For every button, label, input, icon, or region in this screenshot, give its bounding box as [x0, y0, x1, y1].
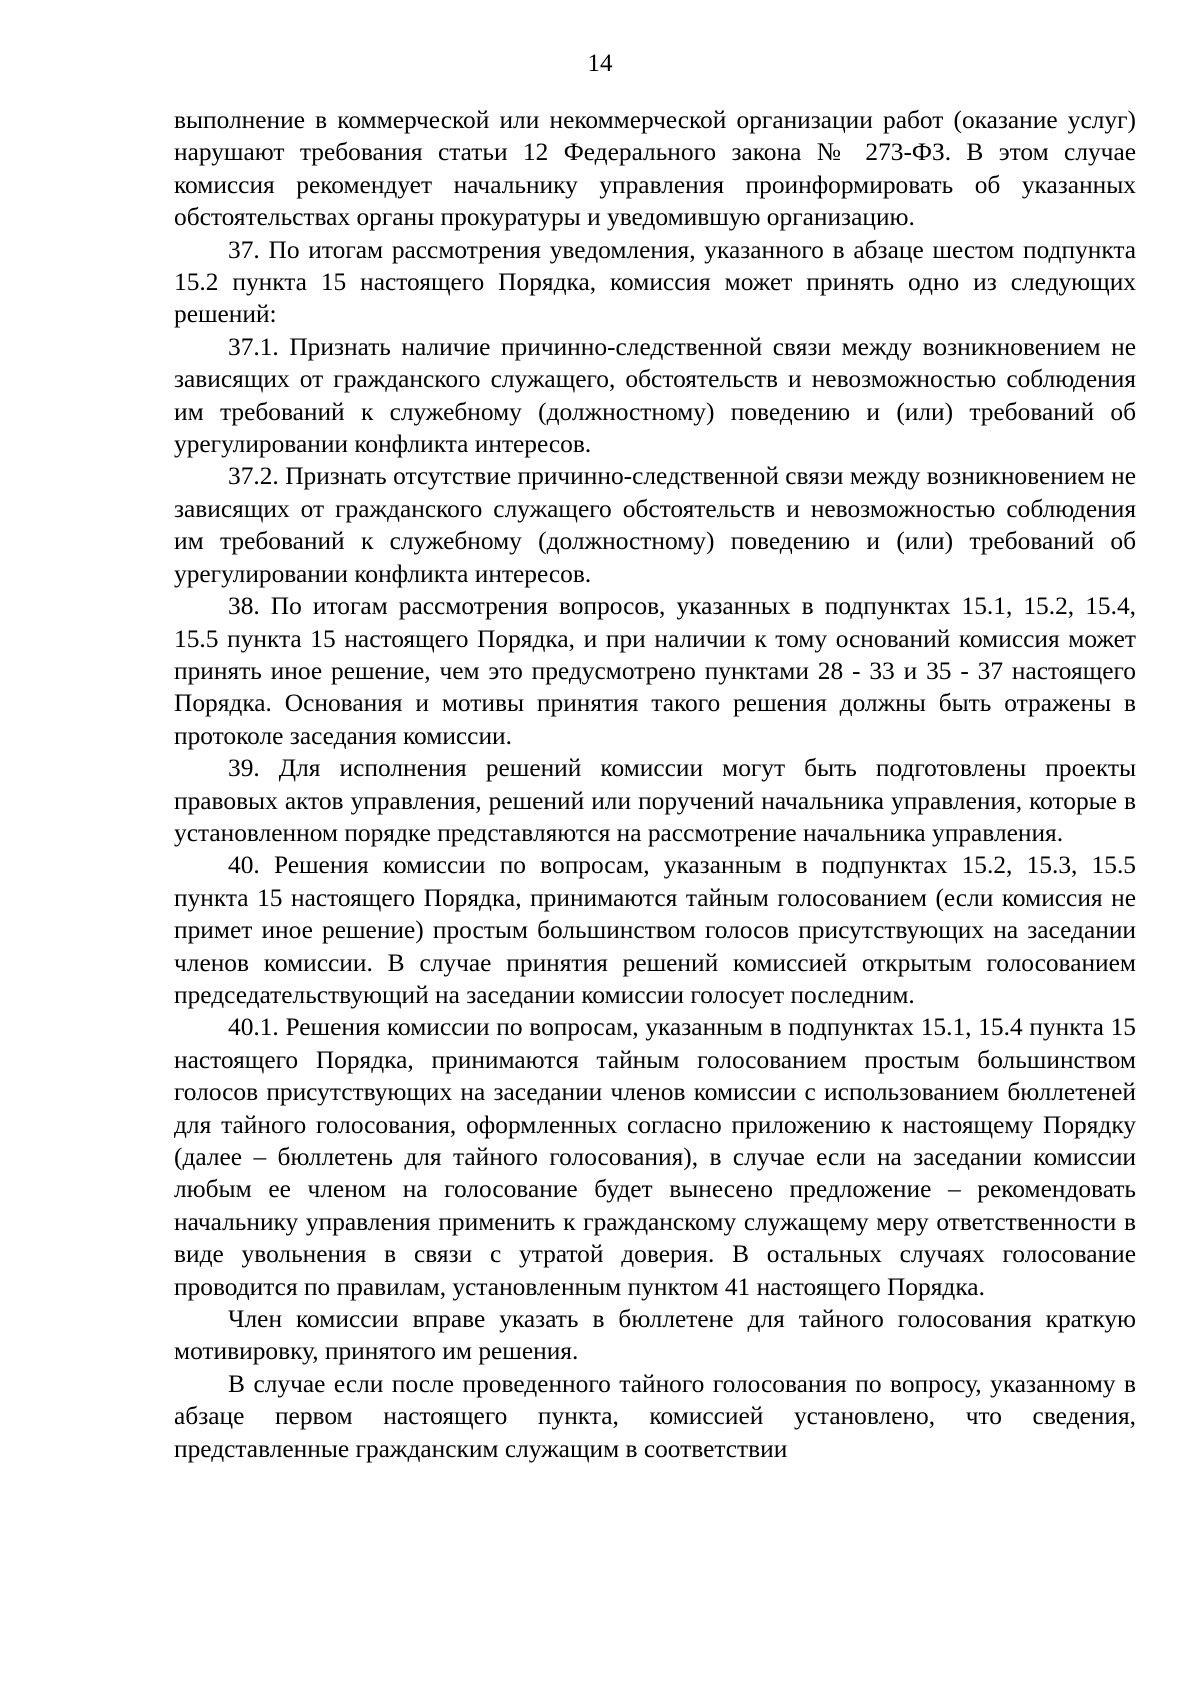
paragraph-37-2: 37.2. Признать отсутствие причинно-следственной связи между возникновением не зависящих от гражданского служащего обстоятельств и невозможностью соблюдения им требований к служебному (должностному) поведению и (или) требований об урегулировании конфликта интересов.	[174, 462, 1136, 588]
paragraph-39: 39. Для исполнения решений комиссии могут быть подготовлены проекты правовых актов управления, решений или поручений начальника управления, которые в установленном порядке представляются на рассмотрение начальника управления.	[174, 754, 1136, 847]
paragraph-37: 37. По итогам рассмотрения уведомления, указанного в абзаце шестом подпункта 15.2 пункта 15 настоящего Порядка, комиссия может принять одно из следующих решений:	[174, 235, 1136, 329]
document-body	[174, 104, 1136, 1465]
paragraph-secret-vote-case: В случае если после проведенного тайного голосования по вопросу, указанному в абзаце первом настоящего пункта, комиссией установлено, что сведения, представленные гражданским служащим в соответствии	[174, 1369, 1136, 1463]
paragraph-38: 38. По итогам рассмотрения вопросов, указанных в подпунктах 15.1, 15.2, 15.4, 15.5 пункта 15 настоящего Порядка, и при наличии к тому оснований комиссия может принять иное решение, чем это предусмотрено пунктами 28 - 33 и 35 - 37 настоящего Порядка. Основания и мотивы принятия такого решения должны быть отражены в протоколе заседания комиссии.	[174, 592, 1136, 750]
paragraph-37-1: 37.1. Признать наличие причинно-следственной связи между возникновением не зависящих от гражданского служащего, обстоятельств и невозможностью соблюдения им требований к служебному (должностному) поведению и (или) требований об урегулировании конфликта интересов.	[174, 332, 1136, 459]
paragraph-continuation: выполнение в коммерческой или некоммерческой организации работ (оказание услуг) нарушают требования статьи 12 Федерального закона № 273-ФЗ. В этом случае комиссия рекомендует начальнику управления проинформировать об указанных обстоятельствах органы прокуратуры и уведомившую организацию.	[174, 106, 1136, 232]
page-number: 14	[587, 50, 613, 77]
paragraph-40-1: 40.1. Решения комиссии по вопросам, указанным в подпунктах 15.1, 15.4 пункта 15 настоящего Порядка, принимаются тайным голосованием простым большинством голосов присутствующих на заседании членов комиссии с использованием бюллетеней для тайного голосования, оформленных согласно приложению к настоящему Порядку (далее – бюллетень для тайного голосования), в случае если на заседании комиссии любым ее членом на голосование будет вынесено предложение – рекомендовать начальнику управления применить к гражданскому служащему меру ответственности в виде увольнения в связи с утратой доверия. В остальных случаях голосование проводится по правилам, установленным пунктом 41 настоящего Порядка.	[174, 1013, 1136, 1301]
paragraph-ballot-note: Член комиссии вправе указать в бюллетене для тайного голосования краткую мотивировку, принятого им решения.	[174, 1305, 1136, 1366]
paragraph-40: 40. Решения комиссии по вопросам, указанным в подпунктах 15.2, 15.3, 15.5 пункта 15 настоящего Порядка, принимаются тайным голосованием (если комиссия не примет иное решение) простым большинством голосов присутствующих на заседании членов комиссии. В случае принятия решений комиссией открытым голосованием председательствующий на заседании комиссии голосует последним.	[174, 851, 1136, 1009]
